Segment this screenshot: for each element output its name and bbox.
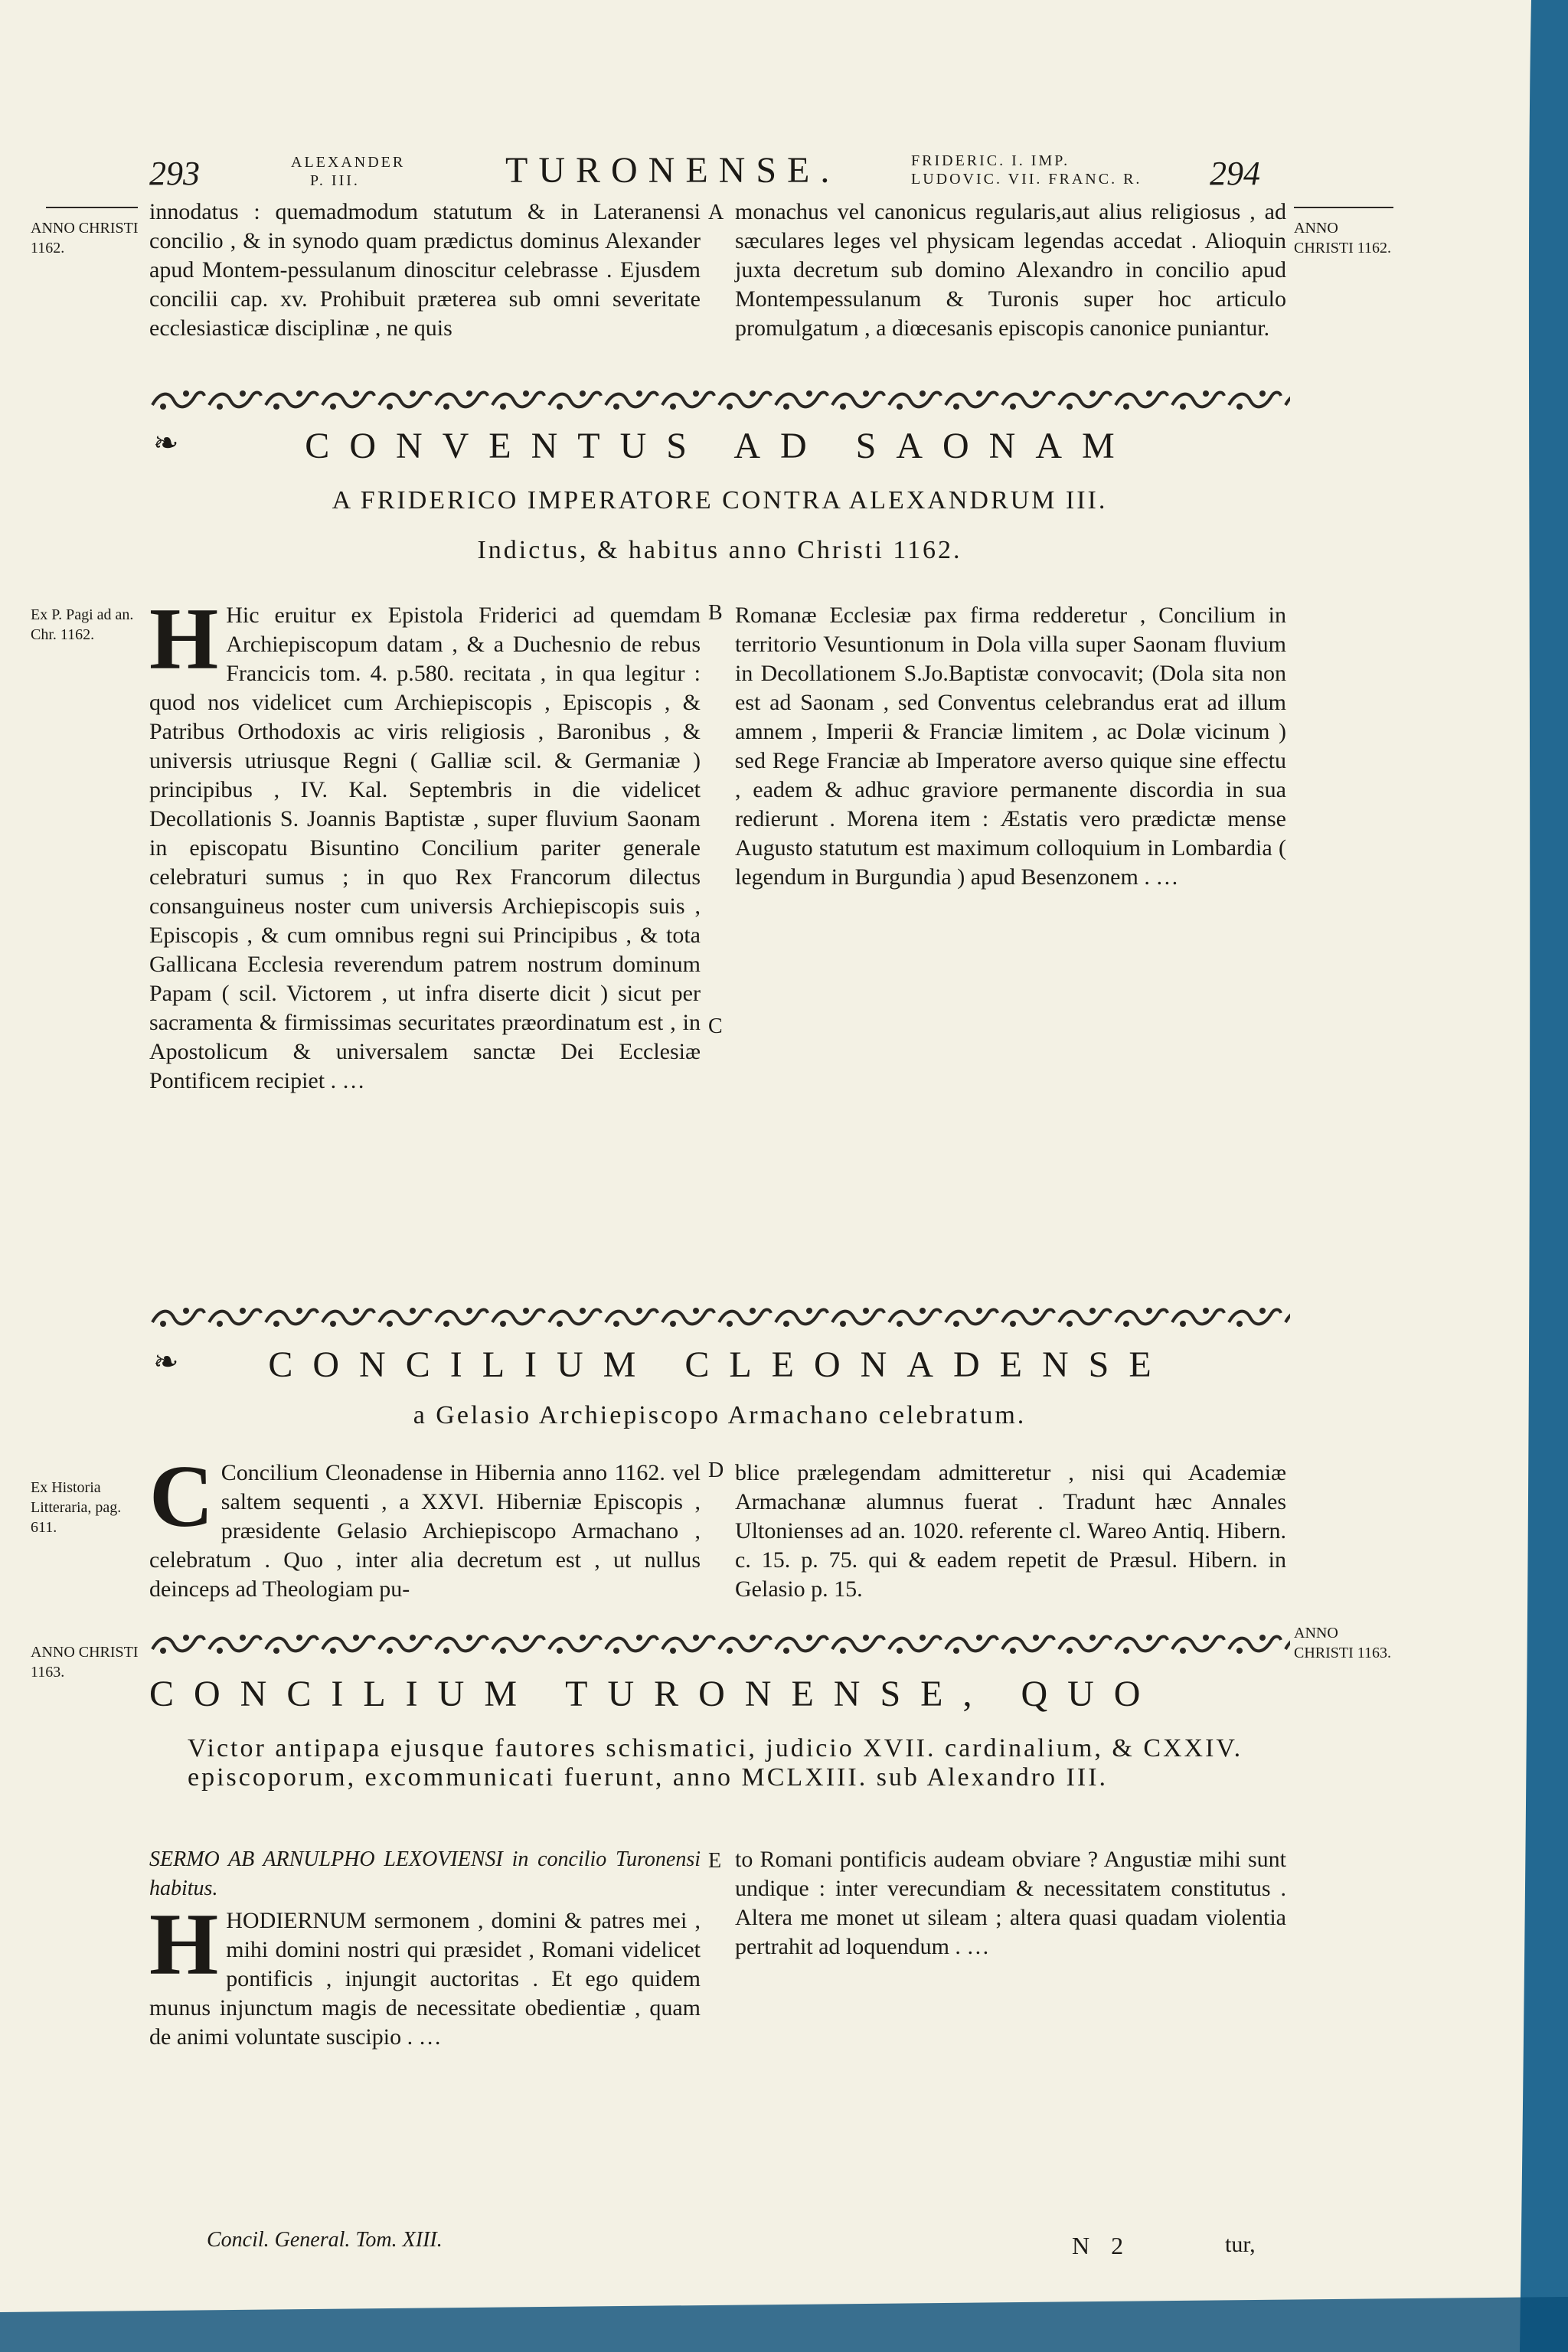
- section-subtitle: A FRIDERICO IMPERATORE CONTRA ALEXANDRUM III.: [332, 486, 1108, 514]
- ornament-band: [149, 1631, 1290, 1657]
- margin-note: Ex Historia Litteraria, pag. 611.: [31, 1479, 122, 1536]
- running-header: [31, 149, 1302, 203]
- section-letter: B: [708, 601, 723, 625]
- top-left-text: innodatus : quemadmodum statutum & in Lateranensi concilio , & in synodo quam prædictus dominus Alexander apud Montem-pessulanum dinoscitur celebrasse . Ejusdem concilii cap. xv. Prohibuit præterea sub omni severitate ecclesiasticæ disciplinæ , ne quis: [149, 199, 701, 341]
- margin-note: ANNO CHRISTI 1163.: [1294, 1625, 1392, 1661]
- margin-note: ANNO CHRISTI 1163.: [31, 1644, 139, 1681]
- section-letter: C: [708, 1014, 723, 1038]
- drop-cap: H: [149, 590, 219, 688]
- left-small-2: P. III.: [310, 172, 360, 189]
- catchword: tur,: [1225, 2232, 1256, 2257]
- top-right-text: monachus vel canonicus regularis,aut alius religiosus , ad sæculares leges vel physicam legendas accedat . Alioquin juxta decretum sub domino Alexandro in concilio apud Montempessulanum & Turonis super hoc articulo promulgatum , a diœcesanis episcopis canonice puniantur.: [735, 199, 1286, 341]
- section-subtitle: a Gelasio Archiepiscopo Armachano celebratum.: [413, 1401, 1027, 1429]
- margin-rule: [1294, 207, 1393, 208]
- section-subtitle: Indictus, & habitus anno Christi 1162.: [477, 536, 962, 564]
- drop-cap: C: [149, 1448, 214, 1546]
- section-title: CONVENTUS AD SAONAM: [305, 426, 1135, 466]
- margin-note: ANNO CHRISTI 1162.: [1294, 220, 1392, 256]
- publisher-mark: Concil. General. Tom. XIII.: [207, 2228, 443, 2252]
- right-small-2: LUDOVIC. VII. FRANC. R.: [911, 171, 1142, 188]
- signature-mark: N 2: [1072, 2232, 1132, 2259]
- body-text-right: to Romani pontificis audeam obviare ? Angustiæ mihi sunt undique : inter verecundiam & necessitatem constitutus . Altera me monet ut sileam ; altera quasi quadam violentia pertrahit ad loquendum . …: [735, 1847, 1286, 1959]
- section-title: CONCILIUM TURONENSE, QUO: [149, 1674, 1161, 1714]
- left-page-number: 293: [149, 155, 200, 192]
- paragraph: HODIERNUM sermonem , domini & patres mei , mihi domini nostri qui præsidet , Romani videlicet pontificis , injungit auctoritas . Et ego quidem munus injunctum magis de necessitate obedientiæ , quam de animi voluntate suscipio . …: [149, 1908, 701, 2050]
- running-title: TURONENSE.: [505, 150, 841, 191]
- ornament-band: [149, 1304, 1290, 1330]
- body-text-right: Romanæ Ecclesiæ pax firma redderetur , Concilium in territorio Vesuntionum in Dola villa super Saonam fluvium in Decollationem S.Jo.Baptistæ convocavit; (Dola sita non est ad Saonam , sed Conventus celebrandus erat ad illum amnem , Imperii & Franciæ limitem , ac Dolæ vicinum ) sed Rege Franciæ ab Imperatore averso quique sine effectu , eadem & adhuc graviore permanente discordia in sua redierunt . Morena item : Æstatis vero prædictæ mense Augusto statutum est maximum colloquium in Lombardia ( legendum in Burgundia ) apud Besenzonem . …: [735, 603, 1286, 890]
- drop-cap: H: [149, 1896, 219, 1994]
- ornament-band: [149, 387, 1290, 413]
- left-small-1: ALEXANDER: [291, 154, 406, 171]
- margin-rule: [46, 207, 138, 208]
- right-small-1: FRIDERIC. I. IMP.: [911, 152, 1070, 169]
- body-text-right: blice prælegendam admitteretur , nisi qui Academiæ Armachanæ alumnus fuerat . Tradunt hæc Annales Ultonienses ad an. 1020. referente cl. Wareo Antiq. Hibern. c. 15. p. 75. qui & eadem repetit de Præsul. Hibern. in Gelasio p. 15.: [735, 1460, 1286, 1602]
- section-letter: D: [708, 1459, 724, 1482]
- margin-note: Ex P. Pagi ad an. Chr. 1162.: [31, 606, 134, 643]
- body-text-left: [149, 1448, 701, 1604]
- fleuron-icon: ❧: [153, 426, 179, 460]
- body-text-left: [149, 1896, 701, 2220]
- body-text-left: [149, 590, 701, 1290]
- section-subtitle: Victor antipapa ejusque fautores schismatici, judicio XVII. cardinalium, & CXXIV. episcoporum, excommunicati fuerunt, anno MCLXIII. sub Alexandro III.: [188, 1734, 1243, 1792]
- section-title: CONCILIUM CLEONADENSE: [268, 1344, 1171, 1385]
- section-letter: A: [708, 201, 724, 224]
- paragraph: Hic eruitur ex Epistola Friderici ad quemdam Archiepiscopum datam , & a Duchesnio de rebus Francicis tom. 4. p.580. recitata , in qua legitur : quod nos videlicet cum Archiepiscopis , Episcopis , & Patribus Orthodoxis ac viris religiosis , Baronibus , & universis utriusque Regni ( Galliæ scil. & Germaniæ ) principibus , IV. Kal. Septembris in die videlicet Decollationis S. Joannis Baptistæ , super fluvium Saonam in episcopatu Bisuntino Concilium pariter generale celebraturi sumus ; in quo Rex Francorum dilectus consanguineus noster cum universis Archiepiscopis suis , Episcopis , & cum omnibus regni sui Principibus , & tota Gallicana Ecclesia reverendum patrem nostrum dominum Papam ( scil. Victorem , ut infra diserte dicit ) sicut per sacramenta & firmissimas securitates præordinatum est , in Apostolicum & universalem sanctæ Dei Ecclesiæ Pontificem recipiet . …: [149, 603, 701, 1093]
- margin-note: ANNO CHRISTI 1162.: [31, 220, 139, 256]
- section-letter: E: [708, 1849, 722, 1873]
- fleuron-icon: ❧: [153, 1344, 179, 1379]
- right-page-number: 294: [1210, 155, 1260, 192]
- sermo-title: SERMO AB ARNULPHO LEXOVIENSI in concilio Turonensi habitus.: [149, 1847, 701, 1900]
- paragraph: Concilium Cleonadense in Hibernia anno 1162. vel saltem sequenti , a XXVI. Hiberniæ Episcopis , præsidente Gelasio Archiepiscopo Armachano , celebratum . Quo , inter alia decretum est , ut nullus deinceps ad Theologiam pu-: [149, 1460, 701, 1602]
